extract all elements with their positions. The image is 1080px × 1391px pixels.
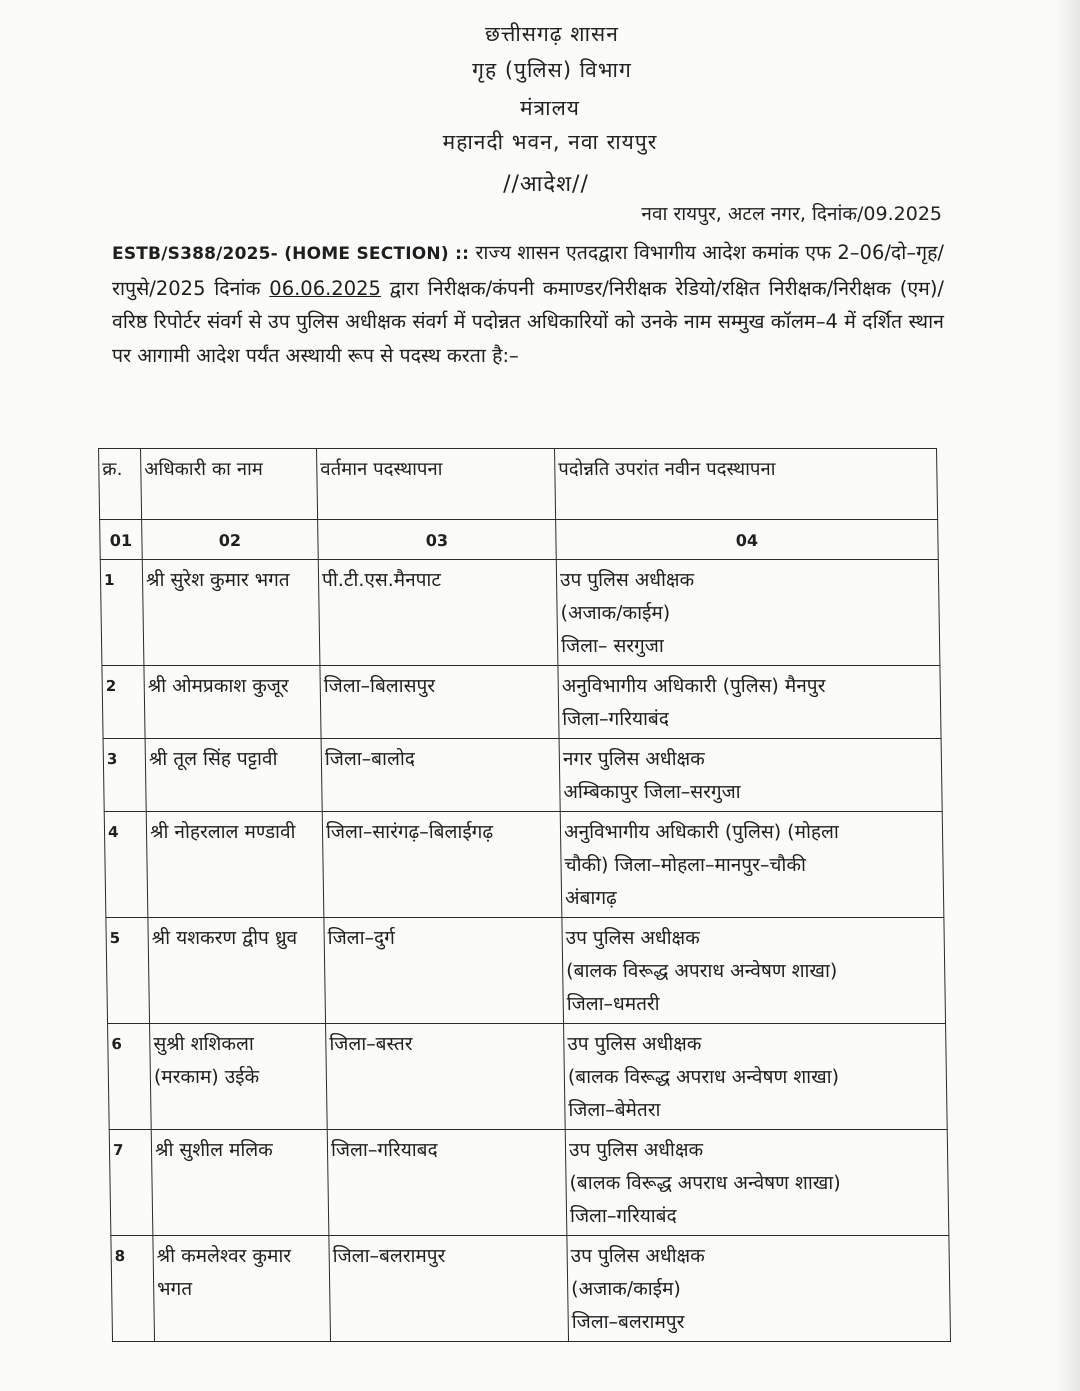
officer-name-line: श्री नोहरलाल मण्डावी <box>149 821 296 843</box>
new-posting-line: चौकी) जिला–मोहला–मानपुर–चौकी <box>564 854 807 876</box>
current-posting-cell: जिला–गरियाबद <box>327 1130 567 1236</box>
officer-name-cell <box>146 812 324 918</box>
ministry-name: मंत्रालय <box>519 96 580 120</box>
officer-name-cell <box>150 1024 328 1130</box>
officer-name-line: (मरकाम) उईके <box>153 1066 260 1088</box>
current-posting-cell: जिला–बलरामपुर <box>329 1236 569 1342</box>
table-row <box>103 739 942 812</box>
current-posting-cell: जिला–बालोद <box>321 739 560 812</box>
serial-number: 7 <box>109 1130 153 1236</box>
officer-name-line: श्री तूल सिंह पट्टावी <box>148 748 278 770</box>
officer-name-cell <box>142 560 320 666</box>
officer-name-line: श्री कमलेश्वर कुमार <box>156 1245 292 1267</box>
current-posting-cell: जिला–बिलासपुर <box>320 666 559 739</box>
new-posting-line: जिला–धमतरी <box>566 993 660 1015</box>
header-officer-name: अधिकारी का नाम <box>141 449 318 520</box>
new-posting-line: उप पुलिस अधीक्षक <box>559 569 695 591</box>
new-posting-line: जिला–बेमेतरा <box>568 1099 661 1121</box>
order-text-part-b: द्वारा निरीक्षक/कंपनी कमाण्डर/निरीक्षक रेडियो/रक्षित निरीक्षक/निरीक्षक (एम)/वरिष्ठ रिपोर्टर संवर्ग से उप पुलिस अधीक्षक संवर्ग में पदोन्नत अधिकारियों को उनके नाम सम्मुख कॉलम–4 में दर्शित स्थान पर आगामी आदेश पर्यंत अस्थायी रूप से पदस्थ करता है:– <box>112 276 944 367</box>
column-number: 03 <box>318 520 557 560</box>
new-posting-line: (अजाक/काईम) <box>571 1278 681 1300</box>
table-row <box>109 1130 949 1236</box>
table-row <box>111 1236 951 1342</box>
new-posting-cell <box>565 1130 949 1236</box>
serial-number: 2 <box>102 666 145 739</box>
officer-name-cell <box>145 739 322 812</box>
new-posting-cell <box>556 560 940 666</box>
government-name: छत्तीसगढ़ शासन <box>485 22 619 46</box>
officer-name-cell <box>148 918 326 1024</box>
current-posting-cell: पी.टी.एस.मैनपाट <box>318 560 558 666</box>
office-address: महानदी भवन, नवा रायपुर <box>442 130 658 154</box>
table-header-row <box>99 449 938 520</box>
new-posting-line: उप पुलिस अधीक्षक <box>567 1033 702 1055</box>
order-paragraph <box>112 236 944 372</box>
new-posting-line: जिला–बलरामपुर <box>571 1311 685 1333</box>
column-number: 04 <box>556 520 939 560</box>
header-new-posting: पदोन्नति उपरांत नवीन पदस्थापना <box>555 449 938 520</box>
officer-name-line: सुश्री शशिकला <box>153 1033 254 1055</box>
serial-number: 3 <box>103 739 146 812</box>
order-title: //आदेश// <box>503 172 589 197</box>
order-text-part-a: राज्य शासन एतदद्वारा विभागीय आदेश कमांक एफ 2–06/दो–गृह/रापुसे/2025 दिनांक <box>112 241 944 300</box>
department-name: गृह (पुलिस) विभाग <box>472 58 632 82</box>
header-current-posting: वर्तमान पदस्थापना <box>317 449 556 520</box>
new-posting-line: अंबागढ़ <box>564 887 617 909</box>
order-reference: ESTB/S388/2025- (HOME SECTION) :: <box>112 244 470 264</box>
officer-name-cell <box>144 666 321 739</box>
new-posting-cell <box>564 1024 948 1130</box>
serial-number: 6 <box>108 1024 152 1130</box>
new-posting-line: अम्बिकापुर जिला–सरगुजा <box>563 781 741 803</box>
table-row <box>100 560 940 666</box>
officer-name-line: श्री यशकरण द्वीप ध्रुव <box>151 927 298 949</box>
new-posting-line: (बालक विरूद्ध अपराध अन्वेषण शाखा) <box>569 1172 841 1194</box>
header-serial: क्र. <box>99 449 142 520</box>
table-row <box>106 918 946 1024</box>
table-column-number-row <box>100 520 939 560</box>
officer-name-line: श्री ओमप्रकाश कुजूर <box>147 675 289 697</box>
new-posting-cell <box>559 739 942 812</box>
new-posting-line: अनुविभागीय अधिकारी (पुलिस) (मोहला <box>563 821 839 843</box>
officer-name-cell <box>151 1130 329 1236</box>
officer-name-cell <box>153 1236 331 1342</box>
officer-name-line: श्री सुरेश कुमार भगत <box>145 569 290 591</box>
new-posting-line: (बालक विरूद्ध अपराध अन्वेषण शाखा) <box>566 960 838 982</box>
serial-number: 4 <box>104 812 148 918</box>
order-date-underlined: 06.06.2025 <box>269 276 381 300</box>
current-posting-cell: जिला–दुर्ग <box>324 918 564 1024</box>
serial-number: 1 <box>100 560 144 666</box>
serial-number: 8 <box>111 1236 155 1342</box>
serial-number: 5 <box>106 918 150 1024</box>
column-number: 01 <box>100 520 143 560</box>
new-posting-line: उप पुलिस अधीक्षक <box>565 927 700 949</box>
column-number: 02 <box>142 520 319 560</box>
new-posting-cell <box>560 812 944 918</box>
new-posting-cell <box>562 918 946 1024</box>
new-posting-line: उप पुलिस अधीक्षक <box>568 1139 704 1161</box>
current-posting-cell: जिला–सारंगढ़–बिलाईगढ़ <box>322 812 562 918</box>
new-posting-line: (बालक विरूद्ध अपराध अन्वेषण शाखा) <box>567 1066 840 1088</box>
current-posting-cell: जिला–बस्तर <box>326 1024 566 1130</box>
new-posting-cell <box>567 1236 951 1342</box>
table-row <box>108 1024 948 1130</box>
new-posting-line: उप पुलिस अधीक्षक <box>570 1245 705 1267</box>
officer-name-line: श्री सुशील मलिक <box>154 1139 273 1161</box>
new-posting-line: जिला–गरियाबंद <box>562 708 670 730</box>
new-posting-line: नगर पुलिस अधीक्षक <box>562 748 705 770</box>
posting-table <box>98 448 951 1342</box>
officer-name-line: भगत <box>157 1278 193 1300</box>
new-posting-line: अनुविभागीय अधिकारी (पुलिस) मैनपुर <box>561 675 826 697</box>
table-row <box>102 666 941 739</box>
table-row <box>104 812 944 918</box>
new-posting-cell <box>558 666 941 739</box>
new-posting-line: जिला– सरगुजा <box>560 635 664 657</box>
new-posting-line: जिला–गरियाबंद <box>569 1205 677 1227</box>
order-dateline: नवा रायपुर, अटल नगर, दिनांक/09.2025 <box>641 203 942 225</box>
new-posting-line: (अजाक/काईम) <box>560 602 671 624</box>
